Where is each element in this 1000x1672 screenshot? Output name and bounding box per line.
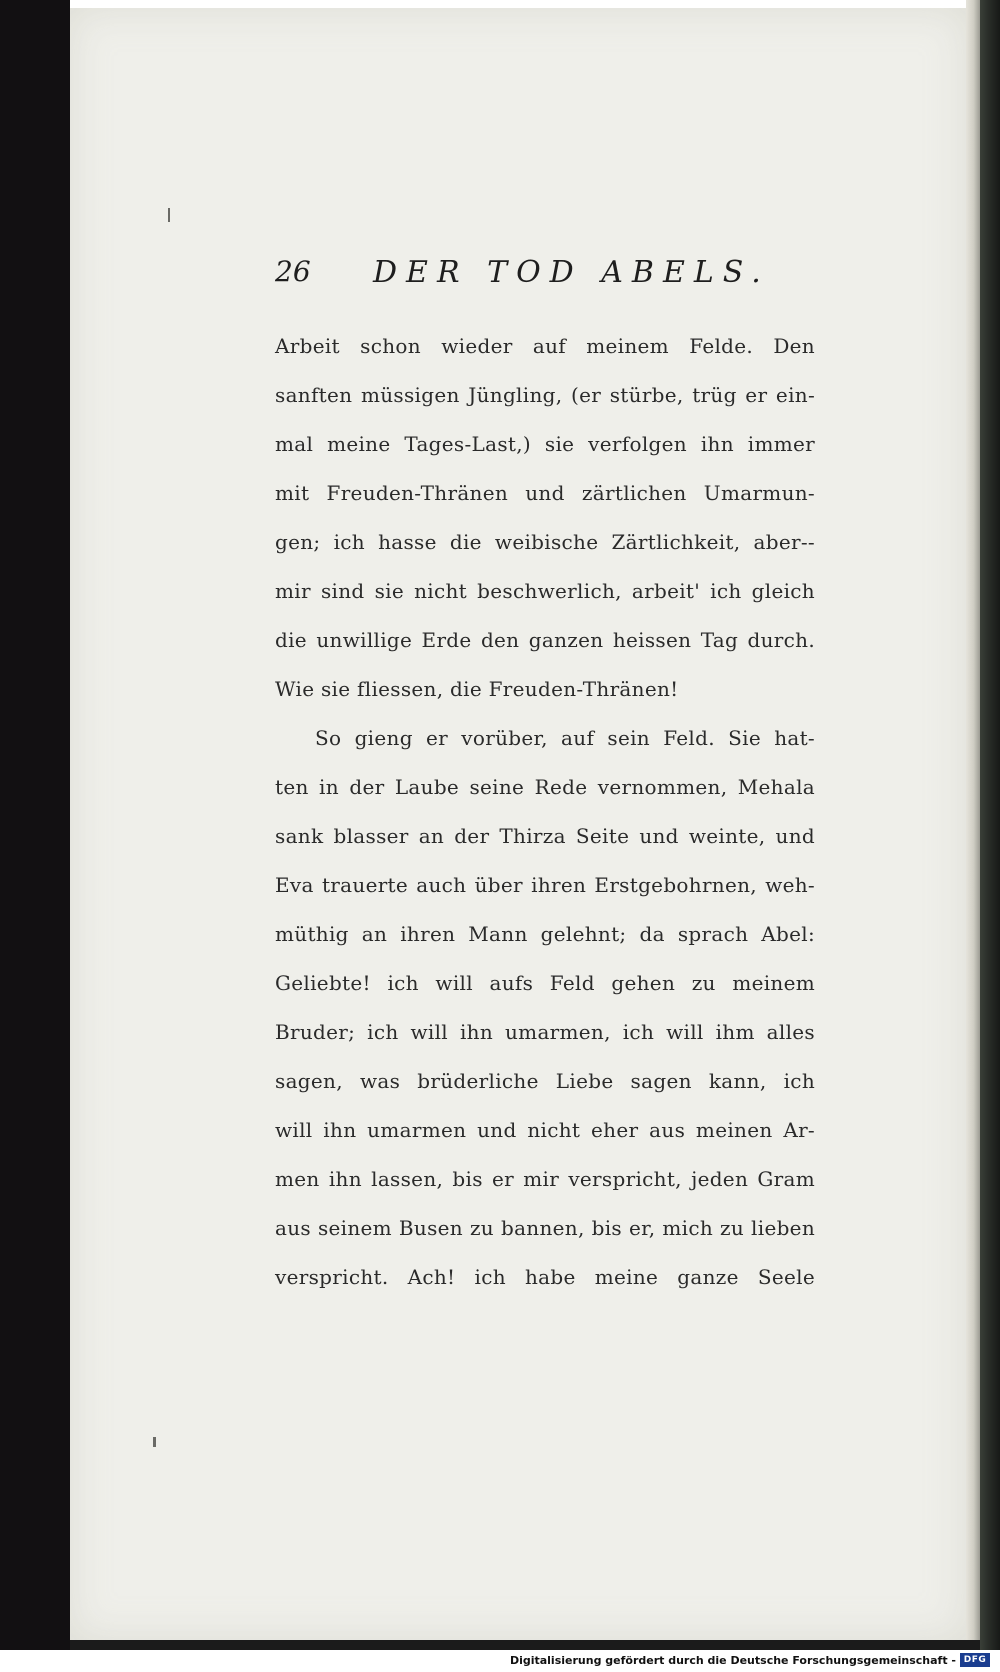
text-line: So gieng er vorüber, auf sein Feld. Sie hat- [315, 726, 815, 750]
text-line: sagen, was brüderliche Liebe sagen kann, ich [275, 1069, 815, 1093]
text-line: Arbeit schon wieder auf meinem Felde. Den [275, 334, 815, 358]
text-line: verspricht. Ach! ich habe meine ganze Seele [275, 1265, 815, 1289]
text-line: ten in der Laube seine Rede vernommen, Mehala [275, 775, 815, 799]
body-text [275, 322, 815, 1302]
text-line: aus seinem Busen zu bannen, bis er, mich zu lieben [275, 1216, 815, 1240]
text-line: mir sind sie nicht beschwerlich, arbeit' ich gleich [275, 579, 815, 603]
text-line: gen; ich hasse die weibische Zärtlichkeit, aber-- [275, 530, 815, 554]
text-line: men ihn lassen, bis er mir verspricht, jeden Gram [275, 1167, 815, 1191]
text-line: müthig an ihren Mann gelehnt; da sprach Abel: [275, 922, 815, 946]
running-header [275, 255, 815, 295]
text-line: Bruder; ich will ihn umarmen, ich will ihm alles [275, 1020, 815, 1044]
text-line: will ihn umarmen und nicht eher aus meinen Ar- [275, 1118, 815, 1142]
text-line: sank blasser an der Thirza Seite und weinte, und [275, 824, 815, 848]
text-line: Eva trauerte auch über ihren Erstgebohrnen, weh- [275, 873, 815, 897]
paper-mark [153, 1437, 156, 1447]
running-title: DER TOD ABELS. [373, 255, 770, 290]
funding-credit: Digitalisierung gefördert durch die Deutsche Forschungsgemeinschaft - [509, 1654, 956, 1667]
text-line: die unwillige Erde den ganzen heissen Tag durch. [275, 628, 815, 652]
page-number: 26 [275, 255, 311, 288]
paper-mark [168, 208, 170, 222]
text-line: Geliebte! ich will aufs Feld gehen zu meinem [275, 971, 815, 995]
text-line: mal meine Tages-Last,) sie verfolgen ihn immer [275, 432, 815, 456]
book-binding-edge [980, 0, 1000, 1650]
text-line: sanften müssigen Jüngling, (er stürbe, trüg er ein- [275, 383, 815, 407]
scan-background-bottom [70, 1640, 980, 1650]
text-line: mit Freuden-Thränen und zärtlichen Umarmun- [275, 481, 815, 505]
text-line: Wie sie fliessen, die Freuden-Thränen! [275, 677, 679, 701]
dfg-logo: DFG [960, 1653, 990, 1667]
scan-background-left [0, 0, 70, 1650]
page-edge [966, 0, 980, 1650]
